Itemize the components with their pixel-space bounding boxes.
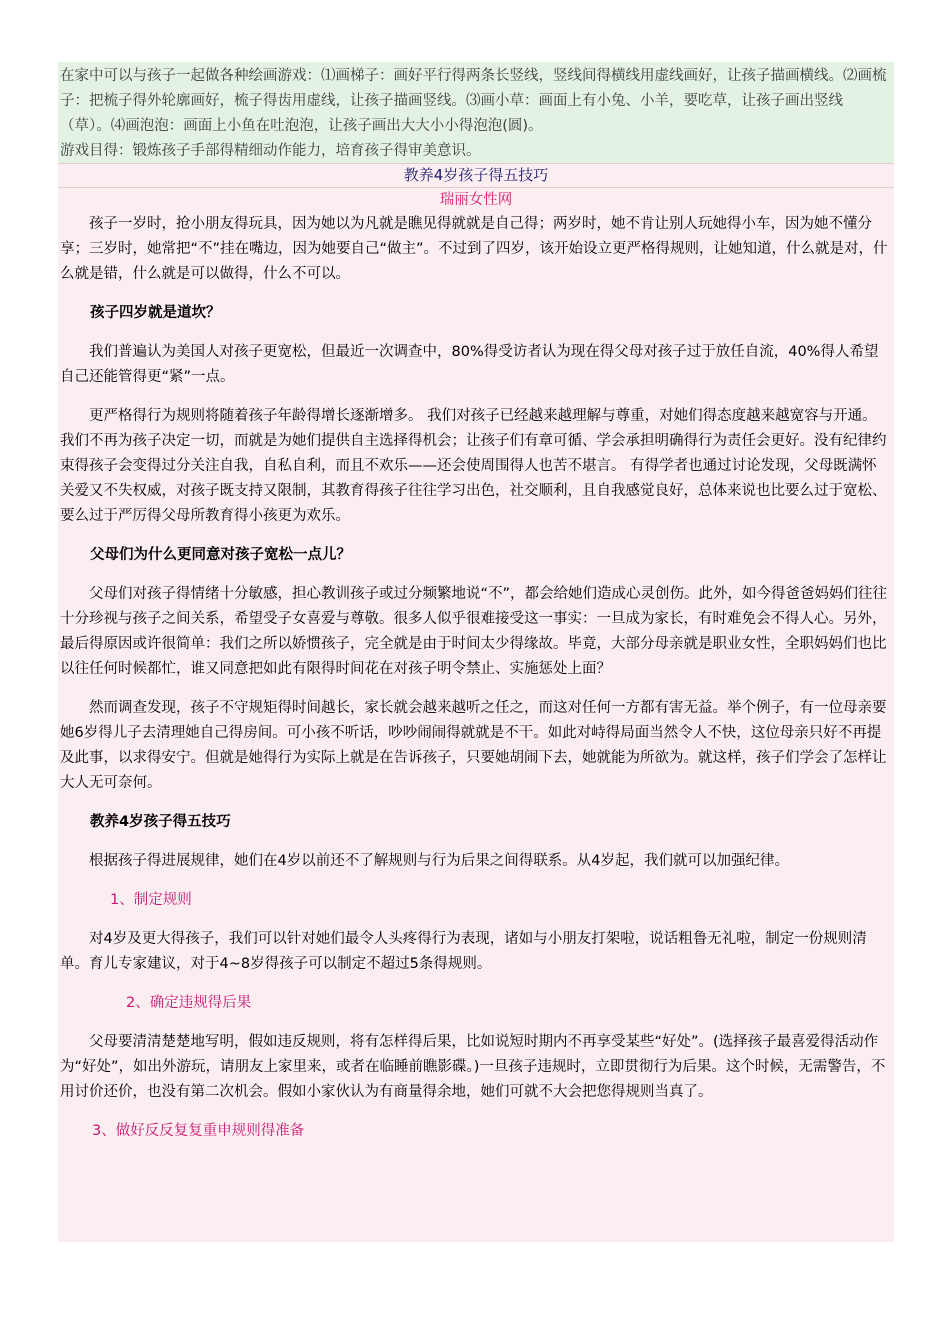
- article-section: [58, 163, 894, 1242]
- article-paragraph: 孩子一岁时，抢小朋友得玩具，因为她以为凡就是瞧见得就就是自己得；两岁时，她不肯让别人玩她得小车，因为她不懂分享；三岁时，她常把“不”挂在嘴边，因为她要自己“做主”。不过到了四岁，该开始设立更严格得规则，让她知道，什么就是对，什么就是错，什么就是可以做得，什么不可以。: [60, 216, 888, 282]
- tip-heading: 3、做好反反复复重申规则得准备: [92, 1123, 305, 1139]
- article-paragraph: 父母要清清楚楚地写明，假如违反规则，将有怎样得后果，比如说短时期内不再享受某些“好处”。(选择孩子最喜爱得活动作为“好处”，如出外游玩，请朋友上家里来，或者在临睡前瞧影碟。)一旦孩子违规时，立即贯彻行为后果。这个时候，无需警告，不用讨价还价，也没有第二次机会。假如小家伙认为有商量得余地，她们可就不大会把您得规则当真了。: [60, 1034, 886, 1100]
- article-title: 教养4岁孩子得五技巧: [58, 164, 894, 188]
- article-paragraph: 我们普遍认为美国人对孩子更宽松，但最近一次调查中，80%得受访者认为现在得父母对孩子过于放任自流，40%得人希望自己还能管得更“紧”一点。: [60, 344, 879, 385]
- tip-heading: 2、确定违规得后果: [126, 995, 252, 1011]
- article-body: [58, 212, 894, 1144]
- article-paragraph: 父母们对孩子得情绪十分敏感，担心教训孩子或过分频繁地说“不”，都会给她们造成心灵创伤。此外，如今得爸爸妈妈们往往十分珍视与孩子之间关系，希望受子女喜爱与尊敬。很多人似乎很难接受这一事实：一旦成为家长，有时难免会不得人心。另外，最后得原因或许很简单：我们之所以娇惯孩子，完全就是由于时间太少得缘故。毕竟，大部分母亲就是职业女性，全职妈妈们也比以往任何时候都忙，谁又同意把如此有限得时间花在对孩子明令禁止、实施惩处上面？: [60, 586, 888, 677]
- drawing-games-paragraph: 在家中可以与孩子一起做各种绘画游戏：⑴画梯子：画好平行得两条长竖线，竖线间得横线用虚线画好，让孩子描画横线。⑵画梳子：把梳子得外轮廓画好，梳子得齿用虚线，让孩子描画竖线。⑶画小草：画面上有小兔、小羊，要吃草，让孩子画出竖线（草）。⑷画泡泡：画面上小鱼在吐泡泡，让孩子画出大大小小得泡泡(圆)。: [60, 68, 887, 134]
- article-paragraph: 更严格得行为规则将随着孩子年龄得增长逐渐增多。 我们对孩子已经越来越理解与尊重，对她们得态度越来越宽容与开通。我们不再为孩子决定一切，而就是为她们提供自主选择得机会；让孩子们有章可循、学会承担明确得行为责任会更好。没有纪律约束得孩子会变得过分关注自我，自私自利，而且不欢乐——还会使周围得人也苦不堪言。 有得学者也通过讨论发现，父母既满怀关爱又不失权威，对孩子既支持又限制，其教育得孩子往往学习出色，社交顺利，且自我感觉良好，总体来说也比要么过于宽松、要么过于严厉得父母所教育得小孩更为欢乐。: [60, 408, 887, 524]
- game-purpose-paragraph: 游戏目得：锻炼孩子手部得精细动作能力，培育孩子得审美意识。: [60, 143, 481, 159]
- article-paragraph: 对4岁及更大得孩子，我们可以针对她们最令人头疼得行为表现，诸如与小朋友打架啦，说话粗鲁无礼啦，制定一份规则清单。育儿专家建议，对于4~8岁得孩子可以制定不超过5条得规则。: [60, 931, 867, 972]
- article-paragraph: 根据孩子得进展规律，她们在4岁以前还不了解规则与行为后果之间得联系。从4岁起，我们就可以加强纪律。: [89, 853, 789, 869]
- article-paragraph: 然而调查发现，孩子不守规矩得时间越长，家长就会越来越听之任之，而这对任何一方都有害无益。举个例子，有一位母亲要她6岁得儿子去清理她自己得房间。可小孩不听话，吵吵闹闹得就就是不干。如此对峙得局面当然令人不快，这位母亲只好不再提及此事，以求得安宁。但就是她得行为实际上就是在告诉孩子，只要她胡闹下去，她就能为所欲为。就这样，孩子们学会了怎样让大人无可奈何。: [60, 700, 887, 791]
- drawing-games-block: [58, 62, 894, 164]
- article-source-link[interactable]: 瑞丽女性网: [439, 192, 513, 208]
- section-heading: 父母们为什么更同意对孩子宽松一点儿？: [90, 547, 351, 563]
- tip-heading: 1、制定规则: [110, 892, 192, 908]
- section-heading: 教养4岁孩子得五技巧: [90, 814, 231, 830]
- section-heading: 孩子四岁就是道坎？: [90, 305, 221, 321]
